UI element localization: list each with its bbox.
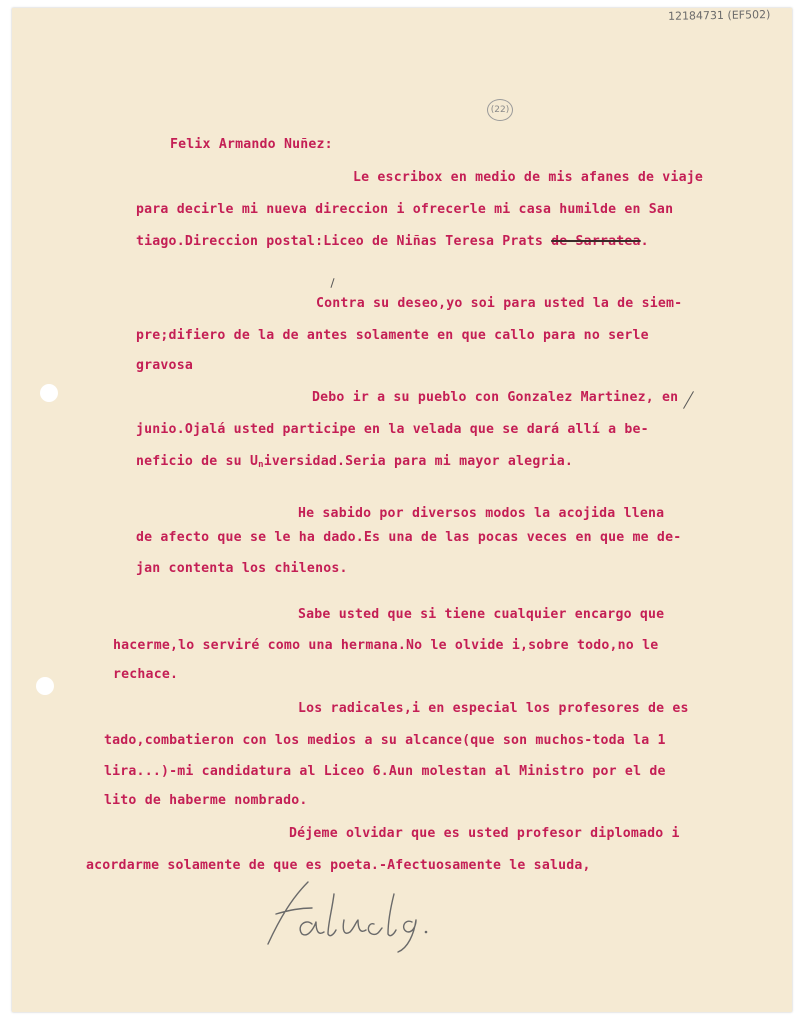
- letter-line-20: Déjeme olvidar que es usted profesor diplomado i: [289, 826, 680, 841]
- letter-line-4: Contra su deseo,yo soi para usted la de siem-: [316, 296, 683, 311]
- punch-hole-lower: [36, 677, 54, 695]
- letter-line-15: rechace.: [113, 667, 179, 682]
- letter-line-3: [136, 234, 649, 249]
- letter-line-18: lira...)-mi candidatura al Liceo 6.Aun molestan al Ministro por el de: [104, 764, 666, 779]
- letter-line-5: pre;difiero de la de antes solamente en que callo para no serle: [136, 328, 649, 343]
- struck-out-text: de Sarratea: [551, 234, 641, 249]
- archive-reference-number: 12184731 (EF502): [667, 8, 771, 23]
- punch-hole-upper: [40, 384, 58, 402]
- folio-number-stamp: (22): [487, 99, 513, 121]
- letter-line-19: lito de haberme nombrado.: [104, 793, 308, 808]
- letter-line-2: para decirle mi nueva direccion i ofrecerle mi casa humilde en San: [136, 202, 674, 217]
- letter-line-3-text: tiago.Direccion postal:Liceo de Niñas Teresa Prats: [136, 234, 552, 249]
- letter-line-21: acordarme solamente de que es poeta.-Afectuosamente le saluda,: [86, 858, 591, 873]
- letter-line-8: junio.Ojalá usted participe en la velada que se dará allí a be-: [136, 422, 649, 437]
- handwritten-signature: [262, 874, 442, 954]
- letter-line-12: jan contenta los chilenos.: [136, 561, 348, 576]
- letter-line-9-text-b: iversidad.Seria para mi mayor alegria.: [263, 454, 574, 469]
- letter-line-14: hacerme,lo serviré como una hermana.No le olvide i,sobre todo,no le: [113, 638, 659, 653]
- letter-line-10: He sabido por diversos modos la acojida llena: [298, 506, 665, 521]
- letter-line-6: gravosa: [136, 358, 193, 373]
- letter-line-16: Los radicales,i en especial los profesores de es: [298, 701, 689, 716]
- typo-small-letter: n: [258, 460, 264, 470]
- letter-line-1: Le escribox en medio de mis afanes de viaje: [353, 170, 704, 185]
- letter-line-3-period: .: [640, 234, 649, 249]
- salutation: Felix Armando Nuñez:: [170, 137, 333, 152]
- letter-line-17: tado,combatieron con los medios a su alcance(que son muchos-toda la 1: [104, 733, 666, 748]
- letter-line-7: Debo ir a su pueblo con Gonzalez Martinez, en: [312, 390, 679, 405]
- letter-line-11: de afecto que se le ha dado.Es una de las pocas veces en que me de-: [136, 530, 682, 545]
- letter-line-13: Sabe usted que si tiene cualquier encargo que: [298, 607, 665, 622]
- letter-line-9: [136, 454, 573, 470]
- letter-line-9-text-a: neficio de su U: [136, 454, 259, 469]
